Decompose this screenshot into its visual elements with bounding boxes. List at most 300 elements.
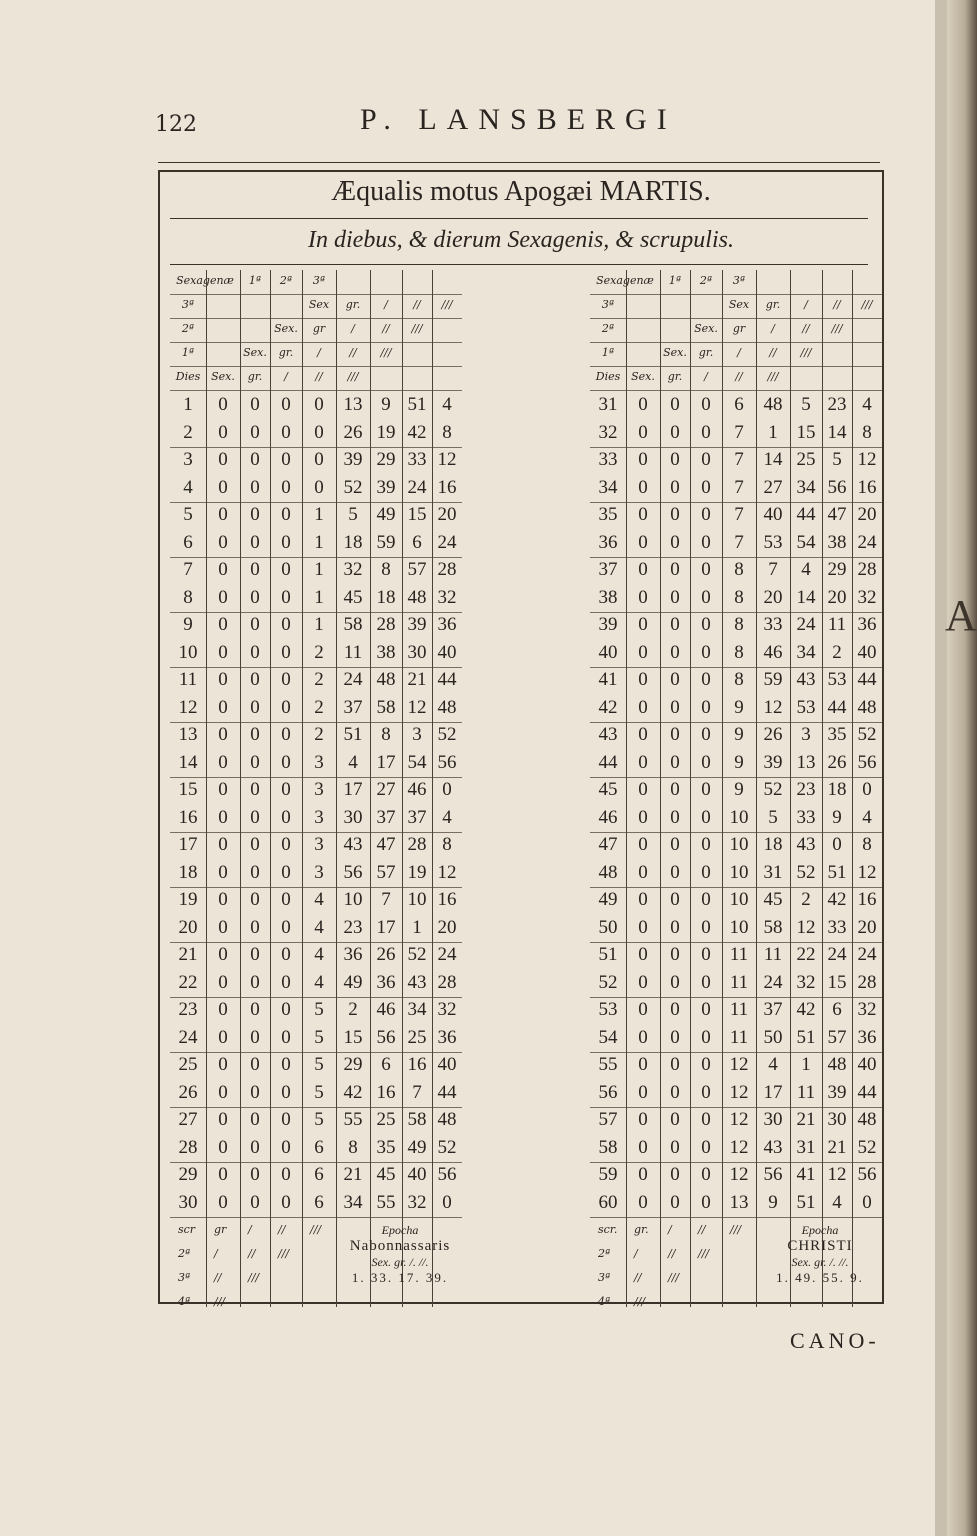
table-cell: 7	[183, 559, 193, 580]
table-cell: 36	[857, 614, 877, 635]
table-cell: 32	[598, 421, 618, 443]
table-cell: 0	[250, 641, 260, 663]
table-cell: 12	[857, 861, 877, 883]
table-row	[590, 640, 882, 667]
header-cell: Sex	[308, 298, 330, 311]
table-cell: 0	[862, 779, 872, 800]
table-cell: 55	[343, 1109, 363, 1130]
epoch-label: Epocha	[801, 1223, 839, 1237]
table-row	[170, 860, 462, 887]
table-cell: 47	[598, 834, 618, 855]
table-cell: 0	[250, 1109, 260, 1130]
table-cell: 38	[376, 641, 396, 663]
table-cell: 37	[343, 696, 363, 718]
table-cell: 32	[796, 971, 816, 993]
table-cell: 0	[218, 751, 228, 773]
table-cell: 0	[638, 531, 648, 553]
column-line	[790, 270, 791, 1307]
header-cell: Sex.	[631, 370, 655, 383]
table-cell: 38	[827, 531, 847, 553]
table-cell: 5	[314, 1026, 324, 1048]
table-cell: 24	[857, 531, 877, 553]
header-cell: ///	[800, 346, 812, 359]
table-cell: 11	[729, 971, 749, 993]
header-cell: 2ª	[601, 322, 615, 335]
table-cell: 1	[412, 916, 422, 938]
table-cell: 4	[862, 394, 872, 415]
table-cell: 33	[763, 614, 783, 635]
table-cell: 43	[407, 971, 427, 993]
table-cell: 7	[734, 421, 744, 443]
table-row	[590, 557, 882, 584]
table-cell: 0	[218, 476, 228, 498]
table-cell: 56	[857, 1164, 877, 1185]
table-cell: 21	[343, 1164, 363, 1185]
table-cell: 26	[178, 1081, 198, 1103]
table-cell: 25	[796, 449, 816, 470]
header-row	[590, 366, 882, 390]
header-cell: Sexagenæ	[176, 274, 234, 287]
table-cell: 0	[218, 641, 228, 663]
table-cell: 48	[598, 861, 618, 883]
header-cell: /	[317, 346, 321, 359]
footer-cell: scr.	[598, 1223, 618, 1236]
table-cell: 0	[701, 889, 711, 910]
table-cell: 42	[598, 696, 618, 718]
table-cell: 33	[598, 449, 618, 470]
table-cell: 42	[827, 889, 847, 910]
header-cell: ///	[441, 298, 453, 311]
table-cell: 0	[638, 421, 648, 443]
table-cell: 9	[734, 751, 744, 773]
table-cell: 4	[862, 806, 872, 828]
header-cell: Sexagenæ	[596, 274, 654, 287]
table-cell: 0	[670, 559, 680, 580]
table-cell: 0	[638, 999, 648, 1020]
table-cell: 5	[314, 1054, 324, 1075]
table-cell: 36	[376, 971, 396, 993]
table-cell: 0	[638, 1136, 648, 1158]
footer-cell: //	[668, 1247, 676, 1260]
table-cell: 13	[729, 1191, 749, 1213]
table-cell: 36	[437, 1026, 457, 1048]
table-cell: 43	[343, 834, 363, 855]
table-cell: 20	[857, 504, 877, 525]
table-cell: 24	[857, 944, 877, 965]
table-cell: 0	[701, 641, 711, 663]
table-cell: 0	[218, 1081, 228, 1103]
table-cell: 2	[801, 889, 811, 910]
footer-cell: ///	[698, 1247, 710, 1260]
table-cell: 4	[832, 1191, 842, 1213]
table-cell: 44	[827, 696, 847, 718]
header-line	[590, 390, 882, 391]
table-cell: 24	[343, 669, 363, 690]
table-cell: 9	[183, 614, 193, 635]
header-cell: gr.	[698, 346, 714, 359]
table-cell: 6	[314, 1191, 324, 1213]
table-cell: 0	[638, 944, 648, 965]
column-line	[370, 270, 371, 1307]
table-cell: 0	[250, 1136, 260, 1158]
header-cell: //	[802, 322, 810, 335]
header-cell: 1ª	[601, 346, 615, 359]
table-cell: 12	[437, 449, 457, 470]
table-cell: 46	[598, 806, 618, 828]
table-cell: 20	[857, 916, 877, 938]
table-cell: 0	[281, 586, 291, 608]
table-cell: 26	[827, 751, 847, 773]
footer-cell: ///	[278, 1247, 290, 1260]
column-line	[852, 270, 853, 1307]
table-cell: 6	[183, 531, 193, 553]
table-cell: 48	[376, 669, 396, 690]
table-cell: 0	[281, 1164, 291, 1185]
table-cell: 22	[178, 971, 198, 993]
table-cell: 28	[857, 559, 877, 580]
table-cell: 0	[218, 806, 228, 828]
table-cell: 51	[827, 861, 847, 883]
footer-cell: /	[214, 1247, 218, 1260]
table-cell: 0	[638, 1054, 648, 1075]
table-cell: 44	[437, 1081, 457, 1103]
table-cell: 0	[250, 531, 260, 553]
table-cell: 15	[343, 1026, 363, 1048]
table-cell: 52	[407, 944, 427, 965]
table-cell: 3	[314, 861, 324, 883]
footer-cell: 4ª	[178, 1295, 191, 1308]
table-cell: 33	[407, 449, 427, 470]
table-cell: 0	[701, 531, 711, 553]
table-cell: 36	[857, 1026, 877, 1048]
footer-cell: 2ª	[598, 1247, 611, 1260]
column-line	[206, 270, 207, 1307]
table-cell: 30	[763, 1109, 783, 1130]
header-cell: 1ª	[668, 274, 682, 287]
table-cell: 0	[281, 504, 291, 525]
table-cell: 0	[218, 834, 228, 855]
table-cell: 16	[857, 889, 877, 910]
table-cell: 0	[701, 614, 711, 635]
table-cell: 0	[701, 751, 711, 773]
table-cell: 8	[862, 421, 872, 443]
table-cell: 50	[763, 1026, 783, 1048]
table-cell: 28	[857, 971, 877, 993]
footer-cell: /	[248, 1223, 252, 1236]
header-cell: ///	[767, 370, 779, 383]
table-row	[170, 942, 462, 969]
table-row	[590, 805, 882, 832]
table-cell: 0	[281, 669, 291, 690]
table-row	[590, 997, 882, 1024]
table-cell: 2	[314, 696, 324, 718]
table-cell: 23	[178, 999, 198, 1020]
table-cell: 0	[218, 971, 228, 993]
table-row	[170, 997, 462, 1024]
table-cell: 4	[348, 751, 358, 773]
subtitle-rule	[170, 264, 868, 265]
table-cell: 30	[343, 806, 363, 828]
table-cell: 10	[729, 834, 749, 855]
table-cell: 0	[218, 1164, 228, 1185]
table-cell: 15	[407, 504, 427, 525]
table-row	[590, 832, 882, 859]
header-cell: Sex.	[274, 322, 298, 335]
table-cell: 0	[670, 531, 680, 553]
table-cell: 0	[670, 669, 680, 690]
table-cell: 11	[796, 1081, 816, 1103]
table-cell: 44	[598, 751, 618, 773]
table-cell: 4	[314, 971, 324, 993]
table-cell: 8	[183, 586, 193, 608]
table-cell: 0	[281, 531, 291, 553]
table-cell: 43	[796, 669, 816, 690]
table-cell: 20	[178, 916, 198, 938]
column-line	[690, 270, 691, 1307]
table-cell: 40	[437, 641, 457, 663]
table-cell: 1	[314, 614, 324, 635]
column-line	[660, 270, 661, 1307]
table-cell: 0	[314, 449, 324, 470]
table-cell: 44	[857, 669, 877, 690]
table-cell: 20	[827, 586, 847, 608]
table-cell: 0	[281, 394, 291, 415]
table-cell: 0	[670, 1109, 680, 1130]
table-cell: 0	[670, 724, 680, 745]
table-cell: 31	[598, 394, 618, 415]
table-cell: 25	[178, 1054, 198, 1075]
header-cell: //	[769, 346, 777, 359]
table-cell: 45	[598, 779, 618, 800]
header-cell: gr	[312, 322, 326, 335]
table-cell: 0	[250, 999, 260, 1020]
table-cell: 33	[796, 806, 816, 828]
table-cell: 5	[314, 1081, 324, 1103]
table-cell: 52	[763, 779, 783, 800]
table-cell: 49	[407, 1136, 427, 1158]
table-cell: 12	[857, 449, 877, 470]
table-cell: 20	[437, 916, 457, 938]
table-cell: 5	[348, 504, 358, 525]
table-row	[170, 1052, 462, 1079]
footer-cell: 3ª	[178, 1271, 191, 1284]
table-cell: 11	[343, 641, 363, 663]
running-head: P. LANSBERGI	[360, 103, 677, 136]
table-cell: 8	[442, 834, 452, 855]
table-cell: 0	[701, 999, 711, 1020]
table-cell: 24	[437, 531, 457, 553]
table-cell: 0	[281, 724, 291, 745]
table-row	[170, 420, 462, 447]
epoch-values: 1. 33. 17. 39.	[351, 1270, 449, 1285]
table-cell: 7	[734, 531, 744, 553]
table-cell: 0	[670, 779, 680, 800]
table-cell: 0	[701, 696, 711, 718]
table-cell: 12	[729, 1109, 749, 1130]
table-subtitle: In diebus, & dierum Sexagenis, & scrupulis.	[308, 227, 734, 253]
table-cell: 0	[250, 421, 260, 443]
table-cell: 0	[701, 1054, 711, 1075]
table-cell: 11	[763, 944, 783, 965]
header-cell: 2ª	[699, 274, 713, 287]
table-cell: 8	[734, 586, 744, 608]
table-cell: 0	[701, 1136, 711, 1158]
table-cell: 32	[343, 559, 363, 580]
table-cell: 0	[638, 449, 648, 470]
table-cell: 1	[183, 394, 193, 415]
table-cell: 0	[638, 504, 648, 525]
table-cell: 0	[701, 504, 711, 525]
table-cell: 12	[178, 696, 198, 718]
table-row	[590, 530, 882, 557]
book-spine	[947, 0, 977, 1536]
table-title: Æqualis motus Apogæi MARTIS.	[331, 176, 711, 207]
header-cell: 1ª	[248, 274, 262, 287]
table-cell: 0	[638, 641, 648, 663]
table-row	[170, 915, 462, 942]
table-cell: 60	[598, 1191, 618, 1213]
table-cell: 39	[343, 449, 363, 470]
table-cell: 0	[670, 449, 680, 470]
table-cell: 57	[827, 1026, 847, 1048]
table-cell: 17	[178, 834, 198, 855]
table-cell: 52	[598, 971, 618, 993]
table-cell: 8	[381, 559, 391, 580]
table-row	[590, 1080, 882, 1107]
table-cell: 0	[250, 889, 260, 910]
table-cell: 1	[314, 504, 324, 525]
table-cell: 58	[343, 614, 363, 635]
header-cell: 2ª	[279, 274, 293, 287]
table-cell: 38	[598, 586, 618, 608]
header-row	[170, 318, 462, 342]
table-cell: 50	[598, 916, 618, 938]
table-cell: 56	[437, 1164, 457, 1185]
row-line	[170, 1217, 462, 1218]
table-cell: 48	[407, 586, 427, 608]
table-cell: 53	[827, 669, 847, 690]
table-cell: 30	[178, 1191, 198, 1213]
table-cell: 7	[734, 476, 744, 498]
table-row	[170, 1162, 462, 1189]
table-cell: 24	[827, 944, 847, 965]
table-cell: 31	[796, 1136, 816, 1158]
table-cell: 0	[250, 476, 260, 498]
table-cell: 56	[598, 1081, 618, 1103]
table-cell: 6	[734, 394, 744, 415]
table-cell: 0	[218, 999, 228, 1020]
table-cell: 44	[796, 504, 816, 525]
table-cell: 22	[796, 944, 816, 965]
table-cell: 7	[381, 889, 391, 910]
table-cell: 0	[281, 944, 291, 965]
table-cell: 54	[407, 751, 427, 773]
table-row	[590, 667, 882, 694]
table-cell: 0	[670, 696, 680, 718]
table-cell: 0	[670, 421, 680, 443]
table-cell: 13	[796, 751, 816, 773]
table-cell: 0	[638, 834, 648, 855]
table-cell: 5	[768, 806, 778, 828]
table-cell: 40	[437, 1054, 457, 1075]
table-cell: 17	[376, 916, 396, 938]
header-row-sexagenae	[590, 270, 882, 294]
table-cell: 58	[376, 696, 396, 718]
table-cell: 12	[729, 1136, 749, 1158]
table-cell: 12	[796, 916, 816, 938]
table-cell: 12	[763, 696, 783, 718]
table-cell: 0	[218, 1109, 228, 1130]
table-cell: 1	[801, 1054, 811, 1075]
table-cell: 45	[376, 1164, 396, 1185]
table-cell: 46	[376, 999, 396, 1020]
table-cell: 0	[670, 1054, 680, 1075]
table-cell: 0	[638, 476, 648, 498]
table-cell: 0	[218, 504, 228, 525]
table-cell: 3	[314, 806, 324, 828]
table-row	[590, 585, 882, 612]
table-cell: 2	[314, 641, 324, 663]
table-cell: 47	[376, 834, 396, 855]
header-cell: /	[704, 370, 708, 383]
header-cell: /	[284, 370, 288, 383]
table-cell: 0	[638, 779, 648, 800]
table-cell: 28	[437, 971, 457, 993]
table-cell: 0	[670, 586, 680, 608]
table-row	[590, 447, 882, 474]
table-cell: 0	[638, 971, 648, 993]
table-row	[590, 612, 882, 639]
footer-cell: ///	[730, 1223, 742, 1236]
table-cell: 25	[407, 1026, 427, 1048]
table-cell: 0	[218, 586, 228, 608]
table-cell: 0	[218, 916, 228, 938]
table-cell: 0	[638, 724, 648, 745]
table-cell: 53	[796, 696, 816, 718]
header-cell: /	[384, 298, 388, 311]
table-cell: 0	[281, 1026, 291, 1048]
table-cell: 56	[827, 476, 847, 498]
table-cell: 18	[178, 861, 198, 883]
table-cell: 55	[376, 1191, 396, 1213]
header-cell: /	[771, 322, 775, 335]
table-row	[170, 392, 462, 419]
table-row	[590, 915, 882, 942]
table-cell: 0	[670, 971, 680, 993]
table-cell: 58	[407, 1109, 427, 1130]
table-cell: 32	[857, 586, 877, 608]
header-cell: ///	[831, 322, 843, 335]
table-cell: 48	[827, 1054, 847, 1075]
table-cell: 27	[178, 1109, 198, 1130]
table-row	[170, 887, 462, 914]
table-cell: 3	[314, 751, 324, 773]
header-cell: gr.	[278, 346, 294, 359]
table-cell: 11	[827, 614, 847, 635]
table-cell: 0	[442, 779, 452, 800]
footer-cell: ///	[668, 1271, 680, 1284]
table-row	[590, 942, 882, 969]
table-cell: 51	[796, 1191, 816, 1213]
table-cell: 0	[670, 889, 680, 910]
table-cell: 5	[314, 999, 324, 1020]
table-cell: 58	[763, 916, 783, 938]
table-row	[170, 667, 462, 694]
table-cell: 8	[348, 1136, 358, 1158]
table-cell: 0	[670, 999, 680, 1020]
table-cell: 36	[598, 531, 618, 553]
table-cell: 34	[598, 476, 618, 498]
